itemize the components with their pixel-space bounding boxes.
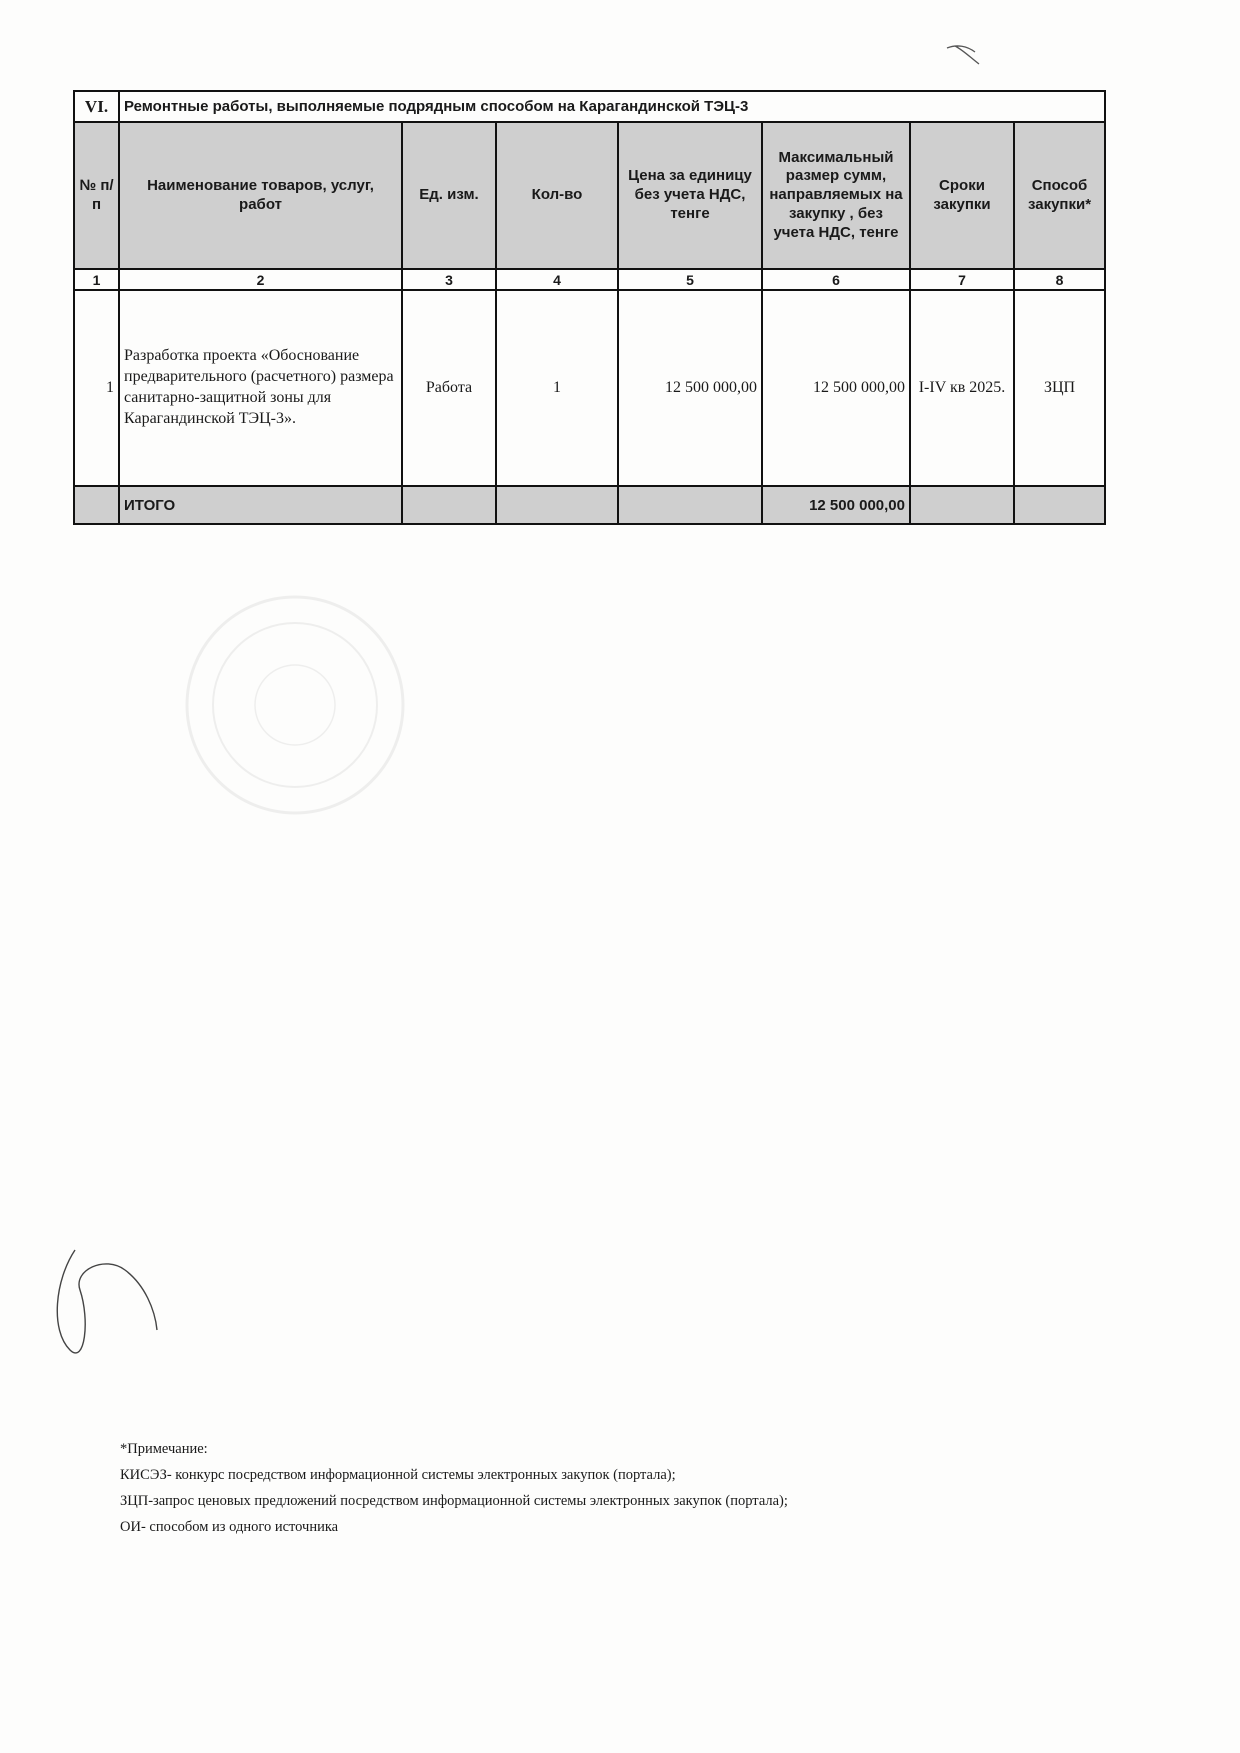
col-index: 2: [119, 269, 402, 290]
signature-mark: [45, 1240, 165, 1370]
note-line: ОИ- способом из одного источника: [120, 1519, 339, 1535]
table-row: [74, 290, 1105, 486]
note-heading: *Примечание:: [120, 1441, 208, 1457]
total-empty-cell: [1014, 486, 1105, 524]
total-empty-cell: [74, 486, 119, 524]
pen-mark: [945, 42, 985, 72]
row-period: I-IV кв 2025.: [910, 290, 1014, 486]
col-header-method: Способ закупки*: [1014, 122, 1105, 269]
total-label: ИТОГО: [119, 486, 402, 524]
col-index: 6: [762, 269, 910, 290]
row-item-name: Разработка проекта «Обоснование предварительного (расчетного) размера санитарно-защитной зоны для Карагандинской ТЭЦ-3».: [119, 290, 402, 486]
col-index: 7: [910, 269, 1014, 290]
total-empty-cell: [496, 486, 618, 524]
section-header-row: [74, 91, 1105, 122]
note-line: КИСЭЗ- конкурс посредством информационной системы электронных закупок (портала);: [120, 1467, 676, 1483]
total-empty-cell: [618, 486, 762, 524]
section-title: Ремонтные работы, выполняемые подрядным способом на Карагандинской ТЭЦ-3: [119, 91, 1105, 122]
column-index-row: [74, 269, 1105, 290]
column-header-row: [74, 122, 1105, 269]
col-header-max-amount: Максимальный размер сумм, направляемых на закупку , без учета НДС, тенге: [762, 122, 910, 269]
row-quantity: 1: [496, 290, 618, 486]
row-method: ЗЦП: [1014, 290, 1105, 486]
col-header-qty: Кол-во: [496, 122, 618, 269]
procurement-table: [73, 90, 1106, 525]
total-row: [74, 486, 1105, 524]
col-index: 8: [1014, 269, 1105, 290]
col-header-unit: Ед. изм.: [402, 122, 496, 269]
section-number: VI.: [74, 91, 119, 122]
note-line: ЗЦП-запрос ценовых предложений посредством информационной системы электронных закупок (портала);: [120, 1493, 788, 1509]
total-empty-cell: [910, 486, 1014, 524]
row-number: 1: [74, 290, 119, 486]
col-header-num: № п/п: [74, 122, 119, 269]
col-header-name: Наименование товаров, услуг, работ: [119, 122, 402, 269]
row-max-amount: 12 500 000,00: [762, 290, 910, 486]
row-unit: Работа: [402, 290, 496, 486]
col-index: 3: [402, 269, 496, 290]
col-header-unit-price: Цена за единицу без учета НДС, тенге: [618, 122, 762, 269]
col-header-period: Сроки закупки: [910, 122, 1014, 269]
col-index: 1: [74, 269, 119, 290]
footnotes: [120, 1436, 788, 1540]
total-empty-cell: [402, 486, 496, 524]
row-unit-price: 12 500 000,00: [618, 290, 762, 486]
faded-stamp: [180, 590, 410, 820]
col-index: 4: [496, 269, 618, 290]
col-index: 5: [618, 269, 762, 290]
total-amount: 12 500 000,00: [762, 486, 910, 524]
